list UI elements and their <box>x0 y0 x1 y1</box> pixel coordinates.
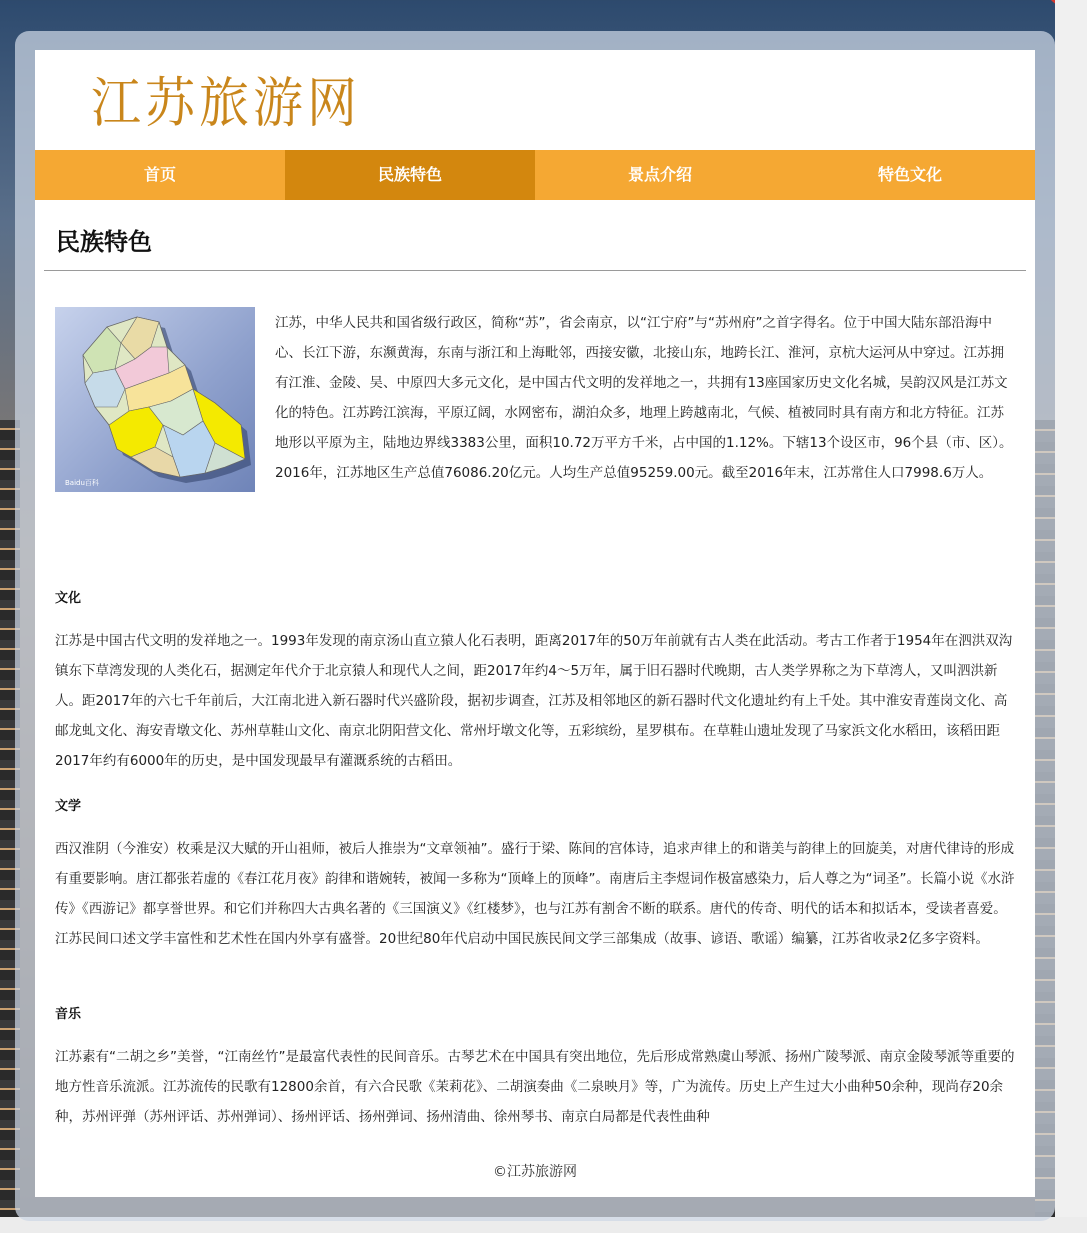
section-heading-culture: 文化 <box>55 591 82 606</box>
page-scroll-gutter <box>1055 0 1087 1233</box>
section-heading-music: 音乐 <box>55 1007 82 1022</box>
footer-copyright: ©江苏旅游网 <box>493 1164 577 1180</box>
page-title: 民族特色 <box>56 228 152 256</box>
title-divider <box>44 270 1026 271</box>
section-text-music: 江苏素有“二胡之乡”美誉，“江南丝竹”是最富代表性的民间音乐。古琴艺术在中国具有突出地位，先后形成常熟虞山琴派、扬州广陵琴派、南京金陵琴派等重要的地方性音乐流派。江苏流传的民歌有12800余首，有六合民歌《茉莉花》、二胡演奏曲《二泉映月》等，广为流传。历史上产生过大小曲种50余种，现尚存20余种，苏州评弹（苏州评话、苏州弹词）、扬州评话、扬州弹词、扬州清曲、徐州琴书、南京白局都是代表性曲种 <box>55 1049 1015 1125</box>
page-container <box>35 50 1035 1197</box>
map-watermark: Baidu百科 <box>65 479 99 487</box>
nav-item-home[interactable]: 首页 <box>143 165 176 184</box>
section-text-literature: 西汉淮阴（今淮安）枚乘是汉大赋的开山祖师，被后人推崇为“文章领袖”。盛行于梁、陈间的宫体诗，追求声律上的和谐美与韵律上的回旋美，对唐代律诗的形成有重要影响。唐江都张若虚的《春江花月夜》韵律和谐婉转，被闻一多称为“顶峰上的顶峰”。南唐后主李煜词作极富感染力，后人尊之为“词圣”。长篇小说《水浒传》《西游记》都享誉世界。和它们并称四大古典名著的《三国演义》《红楼梦》，也与江苏有割舍不断的联系。唐代的传奇、明代的话本和拟话本，受读者喜爱。江苏民间口述文学丰富性和艺术性在国内外享有盛誉。20世纪80年代启动中国民族民间文学三部集成（故事、谚语、歌谣）编纂，江苏省收录2亿多字资料。 <box>55 841 1015 947</box>
nav-item-attractions[interactable]: 景点介绍 <box>627 165 692 184</box>
jiangsu-map-image <box>55 307 255 492</box>
nav-item-ethnic-features[interactable]: 民族特色 <box>285 150 535 200</box>
main-nav <box>35 150 1035 200</box>
intro-paragraph: 江苏，中华人民共和国省级行政区，简称“苏”，省会南京，以“江宁府”与“苏州府”之首字得名。位于中国大陆东部沿海中心、长江下游，东濒黄海，东南与浙江和上海毗邻，西接安徽，北接山东，地跨长江、淮河，京杭大运河从中穿过。江苏拥有江淮、金陵、吴、中原四大多元文化，是中国古代文明的发祥地之一，共拥有13座国家历史文化名城，吴韵汉风是江苏文化的特色。江苏跨江滨海，平原辽阔，水网密布，湖泊众多，地理上跨越南北，气候、植被同时具有南方和北方特征。江苏地形以平原为主，陆地边界线3383公里，面积10.72万平方千米，占中国的1.12%。下辖13个设区市，96个县（市、区）。2016年，江苏地区生产总值76086.20亿元。人均生产总值95259.00元。截至2016年末，江苏常住人口7998.6万人。 <box>275 315 1013 481</box>
nav-item-culture[interactable]: 特色文化 <box>877 165 942 184</box>
site-header <box>35 50 1035 150</box>
section-text-culture: 江苏是中国古代文明的发祥地之一。1993年发现的南京汤山直立猿人化石表明，距离2017年的50万年前就有古人类在此活动。考古工作者于1954年在泗洪双沟镇东下草湾发现的人类化石，据测定年代介于北京猿人和现代人之间，距2017年约4～5万年，属于旧石器时代晚期，古人类学界称之为下草湾人，又叫泗洪新人。距2017年的六七千年前后，大江南北进入新石器时代兴盛阶段，据初步调查，江苏及相邻地区的新石器时代文化遗址约有上千处。其中淮安青莲岗文化、高邮龙虬文化、海安青墩文化、苏州草鞋山文化、南京北阴阳营文化、常州圩墩文化等，五彩缤纷，星罗棋布。在草鞋山遗址发现了马家浜文化水稻田，该稻田距2017年约有6000年的历史，是中国发现最早有灌溉系统的古稻田。 <box>55 633 1013 769</box>
section-heading-literature: 文学 <box>55 799 82 814</box>
site-logo[interactable]: 江苏旅游网 <box>91 71 361 135</box>
